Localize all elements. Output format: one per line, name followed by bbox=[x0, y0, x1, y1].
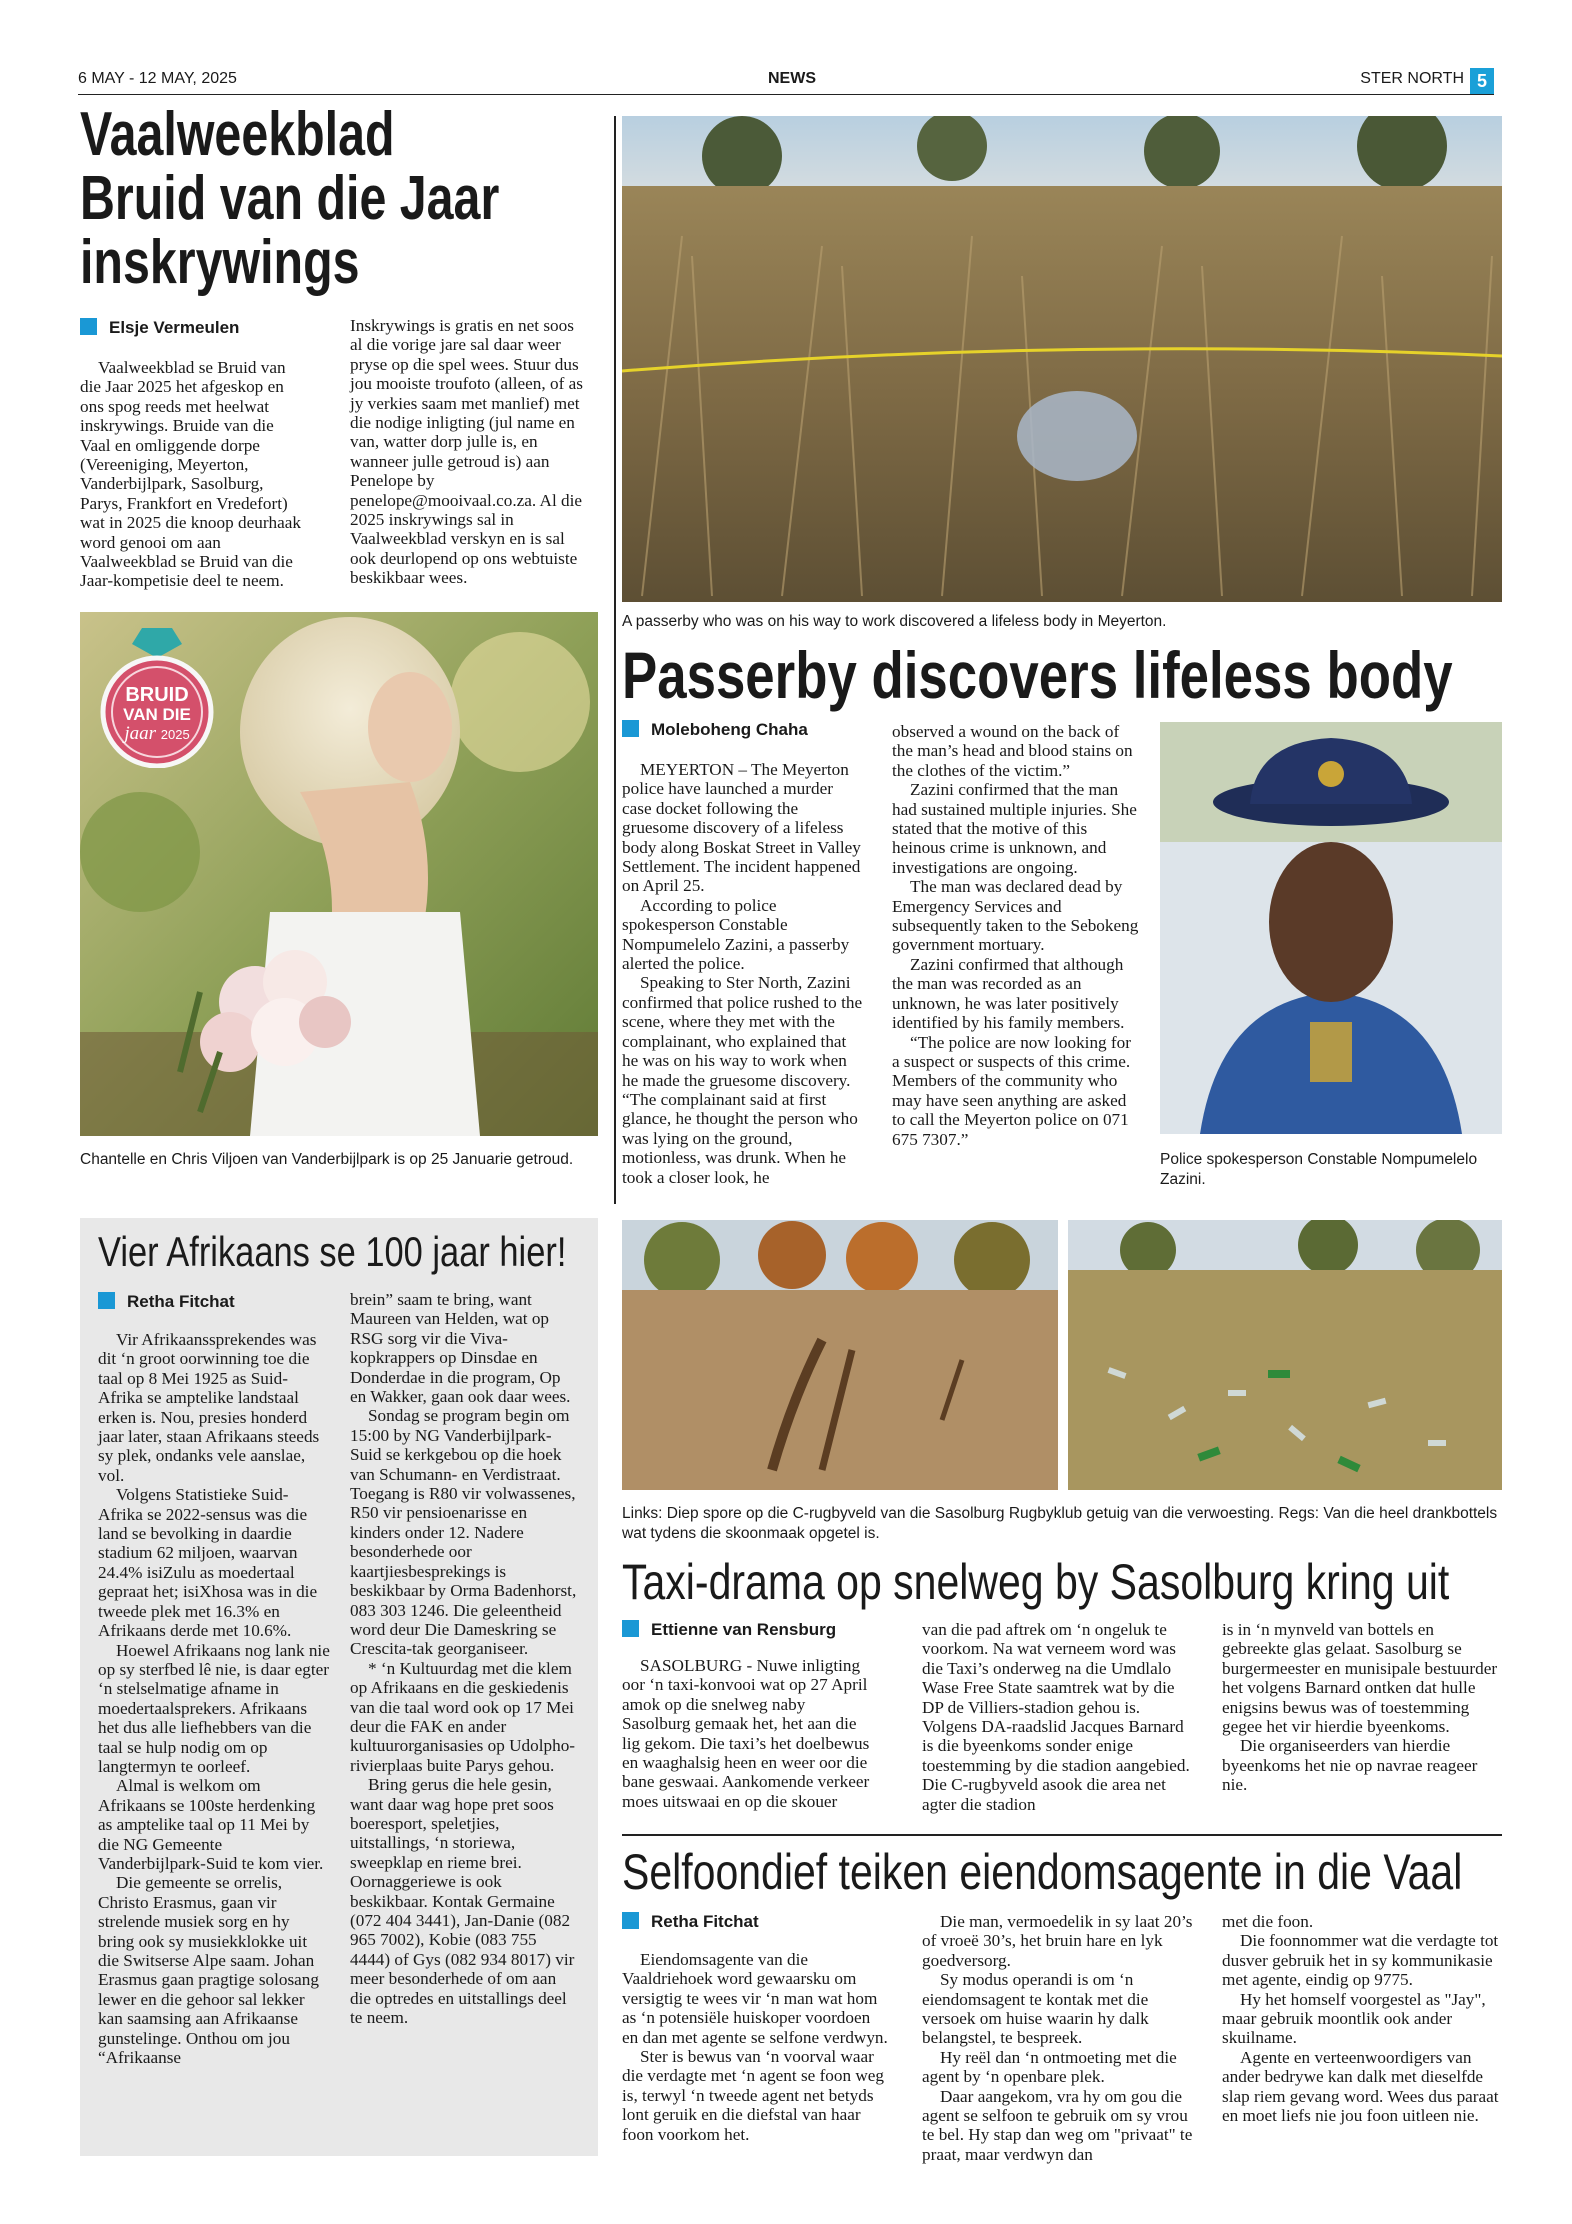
byline-name: Elsje Vermeulen bbox=[109, 318, 240, 337]
taxi-headline: Taxi-drama op snelweg by Sasolburg kring uit bbox=[622, 1554, 1450, 1610]
byline-name: Retha Fitchat bbox=[651, 1912, 759, 1931]
selfoon-headline-wrap bbox=[622, 1844, 1572, 1900]
selfoon-headline: Selfoondief teiken eiendomsagente in die Vaal bbox=[622, 1844, 1463, 1900]
taxi-headline-wrap bbox=[622, 1554, 1572, 1610]
paragraph: Zazini confirmed that the man had sustained multiple injuries. She stated that the motive of this heinous crime is unknown, and investigations are ongoing. bbox=[892, 780, 1137, 877]
bride-headline bbox=[80, 100, 600, 297]
paragraph: * ‘n Kultuurdag met die klem op Afrikaans en die geskiedenis van die taal word ook op 17 Mei deur die FAK en ander kultuurorganisasies op Udolpho-rivierplaas buite Parys gehou. bbox=[350, 1658, 576, 1775]
paragraph: Hy het homself voorgestel as "Jay", maar gebruik moontlik ook ander skuilname. bbox=[1222, 1989, 1486, 2048]
passerby-column-1 bbox=[622, 760, 866, 1187]
afrikaans-column-2 bbox=[350, 1290, 578, 2027]
badge-line3: jaar bbox=[124, 723, 156, 744]
passerby-headline-wrap bbox=[622, 640, 1572, 710]
paragraph: Daar aangekom, vra hy om gou die agent se selfoon te gebruik om sy vrou te bel. Hy stap dan weg om "privaat" te praat, maar verdwyn dan bbox=[922, 2086, 1193, 2164]
paragraph: Vir Afrikaanssprekendes was dit ‘n groot oorwinning toe die taal op 8 Mei 1925 as Suid-Afrika se amptelike landstaal erken is. Nou, presies honderd jaar later, staan Afrikaans steeds sy plek, ondanks vele aanslae, vol. bbox=[98, 1330, 320, 1485]
selfoon-column-3 bbox=[1222, 1912, 1502, 2125]
paragraph: Die gemeente se orrelis, Christo Erasmus, gaan vir strelende musiek sorg en hy bring ook sy musiekklokke uit die Switserse Alpe saam. Johan Erasmus gaan pragtige solosang lewer en die gehoor sal lekker kan saamsing aan Afrikaanse gunstelinge. Onthou om jou “Afrikaanse bbox=[98, 1873, 319, 2068]
column-divider bbox=[614, 116, 616, 1204]
paragraph: Sy modus operandi is om ‘n eiendomsagent te kontak met die versoek om huise waarin hy dalk belangstel, te bespreek. bbox=[922, 1970, 1149, 2048]
badge-line2: VAN DIE bbox=[123, 705, 191, 724]
bride-award-badge bbox=[98, 628, 216, 768]
paragraph: Zazini confirmed that although the man was recorded as an unknown, he was later positively identified by his family members. bbox=[892, 954, 1125, 1033]
passerby-column-2 bbox=[892, 722, 1142, 1149]
paragraph: Inskrywings is gratis en net soos al die vorige jare sal daar weer pryse op die spel wees. Stuur dus jou mooiste troufoto (alleen, of as jy verkies saam met manlief) met die nodige inligting (jul name en van, watter dorp julle is, en wanneer julle getroud is) aan Penelope by penelope@mooivaal.co.za. Al die 2025 inskrywings sal in Vaalweekblad verskyn en is sal ook deurlopend op ons webtuiste beskikbaar wees. bbox=[350, 316, 583, 588]
byline-name: Moleboheng Chaha bbox=[651, 720, 808, 739]
paper-name: STER NORTH bbox=[1360, 70, 1464, 87]
constable-portrait-image bbox=[1160, 722, 1502, 1134]
selfoon-column-2 bbox=[922, 1912, 1198, 2164]
field-photo-caption: A passerby who was on his way to work discovered a lifeless body in Meyerton. bbox=[622, 613, 1167, 630]
selfoon-column-1 bbox=[622, 1950, 890, 2144]
paragraph: The man was declared dead by Emergency Services and subsequently taken to the Sebokeng government mortuary. bbox=[892, 877, 1139, 955]
portrait-caption: Police spokesperson Constable Nompumelelo Zazini. bbox=[1160, 1151, 1478, 1188]
paragraph: Sondag se program begin om 15:00 by NG Vanderbijlpark-Suid se kerkgebou op die hoek van Schumann- en Verdistraat. Toegang is R80 vir volwassenes, R50 vir pensioenarisse en kinders onder 12. Nadere besonderhede oor kaartjiesbesprekings is beskikbaar by Orma Badenhorst, 083 303 1246. Die geleentheid word deur Die Dameskring se Crescita-tak georganiseer. bbox=[350, 1406, 577, 1659]
paragraph: Volgens Statistieke Suid-Afrika se 2022-sensus was die land se bevolking in daardie stadium 62 miljoen, waarvan 24.4% isiZulu as moedertaal gepraat het; isiXhosa was in die tweede plek met 16.3% en Afrikaans derde met 10.6%. bbox=[98, 1485, 318, 1641]
field-photo-image bbox=[622, 116, 1502, 602]
taxi-column-3 bbox=[1222, 1620, 1502, 1795]
paragraph: Almal is welkom om Afrikaans se 100ste herdenking as amptelike taal op 11 Mei by die NG Gemeente Vanderbijlpark-Suid te kom vier. bbox=[98, 1776, 324, 1873]
constable-portrait bbox=[1160, 722, 1502, 1134]
byline-name: Ettienne van Rensburg bbox=[651, 1620, 837, 1639]
byline-marker-icon bbox=[622, 1912, 639, 1929]
rugby-field-photo bbox=[622, 1220, 1058, 1490]
paragraph: Bring gerus die hele gesin, want daar wag hope pret soos boeresport, speletjies, uitstallings, ‘n storiewa, sweepklap en rieme brei. Oornaggeriewe is ook beskikbaar. Kontak Germaine (072 404 3441), Jan-Danie (082 965 7002), Kobie (083 755 4444) of Gys (082 934 8017) vir meer besonderhede of om aan die optredes en uitstallings deel te neem. bbox=[350, 1775, 575, 2028]
page-header bbox=[78, 70, 1494, 95]
bride-photo bbox=[80, 612, 598, 1136]
bride-caption: Chantelle en Chris Viljoen van Vanderbijlpark is op 25 Januarie getroud. bbox=[80, 1151, 574, 1168]
paragraph: Die foonnommer wat die verdagte tot dusver gebruik het in sy kommunikasie met agente, eindig op 9775. bbox=[1222, 1931, 1499, 1990]
afrikaans-headline: Vier Afrikaans se 100 jaar hier! bbox=[98, 1228, 567, 1275]
passerby-byline bbox=[622, 720, 808, 740]
paragraph: “The police are now looking for a suspect or suspects of this crime. Members of the community who may have seen anything are asked to call the Meyerton police on 071 675 7307.” bbox=[892, 1032, 1131, 1149]
byline-name: Retha Fitchat bbox=[127, 1292, 235, 1311]
afrikaans-column-1 bbox=[98, 1330, 330, 2067]
paragraph: Die organiseerders van hierdie byeenkoms het nie op navrae reageer nie. bbox=[1222, 1736, 1478, 1795]
bride-column-1 bbox=[80, 358, 306, 591]
taxi-byline bbox=[622, 1620, 836, 1640]
paragraph: Hoewel Afrikaans nog lank nie op sy sterfbed lê nie, is daar egter ‘n stelselmatige afname in moedertaalsprekers. Afrikaans het dus alle liefhebbers van die taal se hulp nodig om op langtermyn te oorleef. bbox=[98, 1640, 330, 1776]
page-number: 5 bbox=[1470, 68, 1494, 94]
taxi-column-2 bbox=[922, 1620, 1190, 1814]
bride-headline-line2: Bruid van die Jaar bbox=[80, 164, 500, 233]
bride-headline-line1: Vaalweekblad bbox=[80, 100, 395, 169]
paragraph: observed a wound on the back of the man’s head and blood stains on the clothes of the victim.” bbox=[892, 722, 1133, 780]
paragraph: Vaalweekblad se Bruid van die Jaar 2025 het afgeskop en ons spog reeds met heelwat inskrywings. Bruide van die Vaal en omliggende dorpe (Vereeniging, Meyerton, Vanderbijlpark, Sasolburg, Parys, Frankfort en Vredefort) wat in 2025 die knoop deurhaak word genooi om aan Vaalweekblad se Bruid van die Jaar-kompetisie deel te neem. bbox=[80, 358, 301, 591]
paragraph: brein” saam te bring, want Maureen van Helden, wat op RSG sorg vir die Viva-kopkrappers op Dinsdae en Donderdae in die program, Op en Wakker, gaan ook daar wees. bbox=[350, 1290, 571, 1407]
issue-date: 6 MAY - 12 MAY, 2025 bbox=[78, 70, 237, 87]
paragraph: is in ‘n mynveld van bottels en gebreekte glas gelaat. Sasolburg se burgermeester en munisipale bestuurder het volgens Barnard ontken dat hulle enigsins bewus was of toestemming gegee het vir hierdie byeenkoms. bbox=[1222, 1620, 1498, 1737]
bride-column-2 bbox=[350, 316, 590, 588]
bottles-photo-image bbox=[1068, 1220, 1502, 1490]
badge-year: 2025 bbox=[160, 727, 190, 742]
bottles-photo bbox=[1068, 1220, 1502, 1490]
paragraph: Agente en verteenwoordigers van ander bedrywe kan dalk met dieselfde slap riem gevang word. Wees dus paraat en moet liefs nie jou foon uitleen nie. bbox=[1222, 2047, 1499, 2126]
paragraph: van die pad aftrek om ‘n ongeluk te voorkom. Na wat verneem word was die Taxi’s onderweg na die Umdlalo Wase Free State saamtrek wat by die DP de Villiers-stadion gehou is. Volgens DA-raadslid Jacques Barnard is die byeenkoms sonder enige toestemming by die stadion aangebied. Die C-rugbyveld asook die area net agter die stadion bbox=[922, 1620, 1190, 1814]
paragraph: MEYERTON – The Meyerton police have launched a murder case docket following the gruesome discovery of a lifeless body along Boskat Street in Valley Settlement. The incident happened on April 25. bbox=[622, 760, 861, 896]
rugby-field-photo-image bbox=[622, 1220, 1058, 1490]
afrikaans-byline bbox=[98, 1292, 235, 1312]
bride-byline bbox=[80, 318, 239, 338]
paragraph: met die foon. bbox=[1222, 1912, 1314, 1931]
byline-marker-icon bbox=[98, 1292, 115, 1309]
byline-marker-icon bbox=[622, 720, 639, 737]
paragraph: Die man, vermoedelik in sy laat 20’s of vroeë 30’s, het bruin hare en lyk goedversorg. bbox=[922, 1912, 1193, 1970]
passerby-headline: Passerby discovers lifeless body bbox=[622, 638, 1453, 712]
byline-marker-icon bbox=[80, 318, 97, 335]
paragraph: SASOLBURG - Nuwe inligting oor ‘n taxi-konvooi wat op 27 April amok op die snelweg naby Sasolburg gemaak het, het aan die lig gekom. Die taxi’s het doelbewus en waaghalsig heen en weer oor die bane geswaai. Aankomende verkeer moes uitswaai en op die skouer bbox=[622, 1656, 870, 1811]
selfoon-byline bbox=[622, 1912, 759, 1932]
paragraph: Ster is bewus van ‘n voorval waar die verdagte met ‘n agent se foon weg is, terwyl ‘n tweede agent net betyds lont geruik en die diefstal van haar foon voorkom het. bbox=[622, 2047, 885, 2144]
field-photo bbox=[622, 116, 1502, 602]
paragraph: Hy reël dan ‘n ontmoeting met die agent by ‘n openbare plek. bbox=[922, 2047, 1177, 2087]
paragraph: Eiendomsagente van die Vaaldriehoek word gewaarsku om versigtig te wees vir ‘n man wat hom as ‘n potensiële huiskoper voordoen en dan met agente se selfone verdwyn. bbox=[622, 1950, 888, 2047]
taxi-photo-caption: Links: Diep spore op die C-rugbyveld van die Sasolburg Rugbyklub getuig van die verwoesting. Regs: Van die heel drankbottels wat tydens die skoonmaak opgetel is. bbox=[622, 1505, 1498, 1542]
taxi-column-1 bbox=[622, 1656, 872, 1811]
section-label: NEWS bbox=[768, 70, 816, 87]
paragraph: Speaking to Ster North, Zazini confirmed that police rushed to the scene, where they met with the complainant, who explained that he was on his way to work when he made the gruesome discovery. “The complainant said at first glance, he thought the person who was lying on the ground, motionless, was drunk. When he took a closer look, he bbox=[622, 973, 863, 1187]
byline-marker-icon bbox=[622, 1620, 639, 1637]
paragraph: According to police spokesperson Constable Nompumelelo Zazini, a passerby alerted the police. bbox=[622, 895, 850, 974]
bride-headline-line3: inskrywings bbox=[80, 228, 360, 297]
badge-line1: BRUID bbox=[125, 684, 189, 706]
afrikaans-headline-wrap bbox=[98, 1228, 669, 1276]
section-divider bbox=[622, 1834, 1502, 1836]
